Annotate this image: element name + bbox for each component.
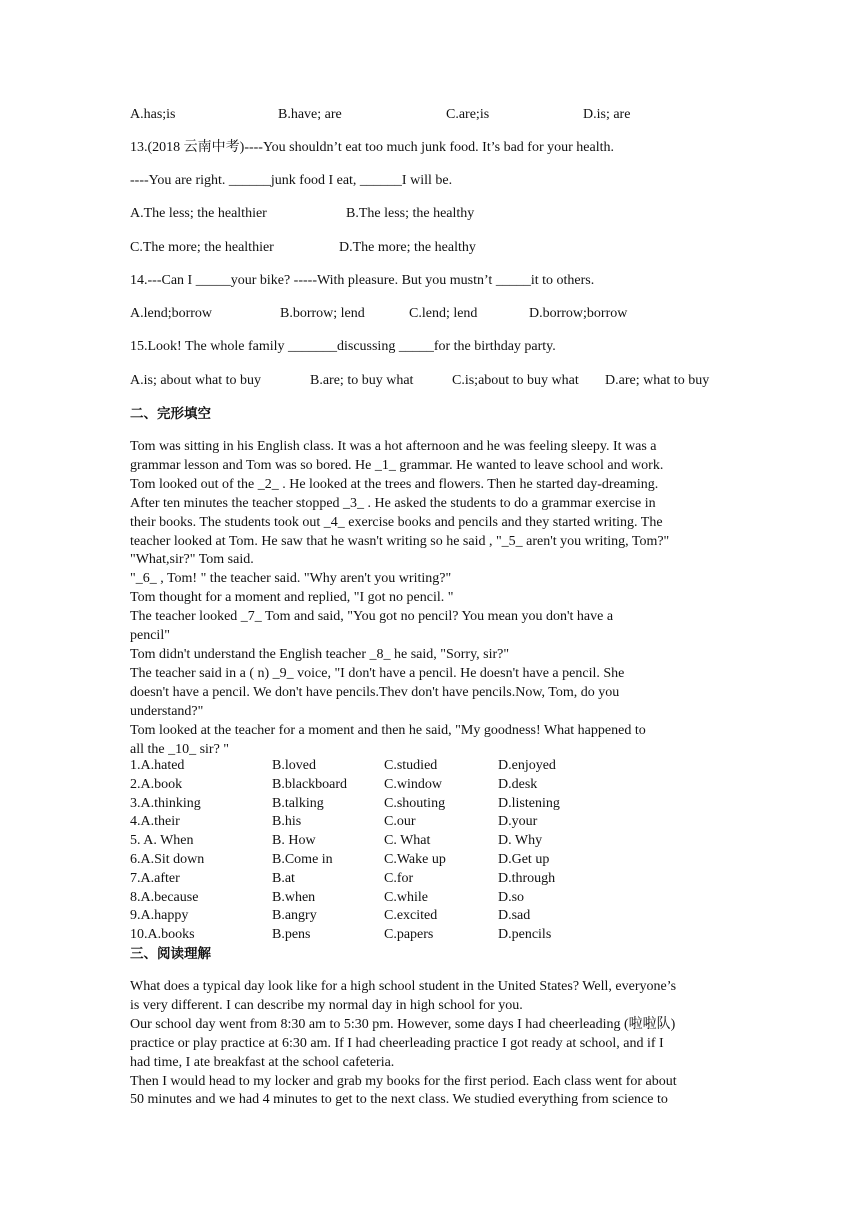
q13-stem: 13.(2018 云南中考)----You shouldn’t eat too much junk food. It’s bad for your health. bbox=[130, 140, 614, 155]
cloze-option: B.at bbox=[272, 870, 295, 886]
q12-option-b: B.have; are bbox=[278, 107, 342, 122]
cloze-option: C.for bbox=[384, 870, 414, 886]
cloze-option: B.loved bbox=[272, 758, 316, 773]
cloze-option: C.Wake up bbox=[384, 852, 446, 867]
cloze-option: B. How bbox=[272, 833, 316, 849]
cloze-option: 6.A.Sit down bbox=[130, 852, 205, 867]
cloze-option: B.pens bbox=[272, 927, 311, 943]
reading-line: had time, I ate breakfast at the school cafeteria. bbox=[130, 1054, 395, 1070]
cloze-option: C.excited bbox=[384, 908, 438, 924]
q13-option-a: A.The less; the healthier bbox=[130, 206, 267, 221]
q14-option-b: B.borrow; lend bbox=[280, 306, 365, 321]
q15-option-a: A.is; about what to buy bbox=[130, 373, 262, 388]
cloze-option: C.studied bbox=[384, 758, 438, 773]
cloze-option: 2.A.book bbox=[130, 776, 183, 792]
section2-heading: 二、完形填空 bbox=[130, 406, 211, 422]
cloze-option: C. What bbox=[384, 833, 431, 849]
cloze-option: 1.A.hated bbox=[130, 758, 185, 773]
cloze-option: D.listening bbox=[498, 795, 560, 811]
reading-line: What does a typical day look like for a high school student in the United States? Well, everyone’s bbox=[130, 979, 677, 994]
q12-option-d: D.is; are bbox=[583, 107, 631, 122]
cloze-passage bbox=[130, 438, 730, 759]
cloze-option: B.his bbox=[272, 814, 302, 830]
q13-option-b: B.The less; the healthy bbox=[346, 206, 475, 221]
cloze-option: 10.A.books bbox=[130, 927, 195, 943]
cloze-line: grammar lesson and Tom was so bored. He _1_ grammar. He wanted to leave school and work. bbox=[130, 457, 664, 473]
cloze-option: D.pencils bbox=[498, 927, 552, 943]
cloze-option: D.sad bbox=[498, 908, 531, 924]
cloze-line: Tom was sitting in his English class. It was a hot afternoon and he was feeling sleepy. It was a bbox=[130, 439, 657, 454]
q15-stem: 15.Look! The whole family _______discussing _____for the birthday party. bbox=[130, 339, 556, 354]
reading-line: is very different. I can describe my normal day in high school for you. bbox=[130, 997, 523, 1013]
cloze-option: 3.A.thinking bbox=[130, 795, 201, 811]
cloze-line: Tom looked at the teacher for a moment and then he said, "My goodness! What happened to bbox=[130, 722, 646, 738]
cloze-option: 9.A.happy bbox=[130, 908, 189, 924]
cloze-line: understand?" bbox=[130, 703, 204, 719]
cloze-option: C.window bbox=[384, 776, 442, 792]
cloze-option: B.angry bbox=[272, 908, 317, 924]
q14-option-c: C.lend; lend bbox=[409, 306, 478, 321]
cloze-option: C.our bbox=[384, 814, 416, 830]
cloze-line: The teacher said in a ( n) _9_ voice, "I don't have a pencil. He doesn't have a pencil. She bbox=[130, 665, 625, 681]
q12-option-c: C.are;is bbox=[446, 107, 490, 122]
cloze-line: their books. The students took out _4_ exercise books and pencils and they started writing. The bbox=[130, 514, 663, 530]
q15-option-b: B.are; to buy what bbox=[310, 373, 414, 388]
cloze-option: D.Get up bbox=[498, 852, 550, 867]
reading-line: Then I would head to my locker and grab my books for the first period. Each class went for about bbox=[130, 1073, 677, 1089]
cloze-option: D.desk bbox=[498, 776, 538, 792]
q14-option-a: A.lend;borrow bbox=[130, 306, 213, 321]
reading-line: 50 minutes and we had 4 minutes to get to the next class. We studied everything from science to bbox=[130, 1092, 668, 1108]
reading-line: practice or play practice at 6:30 am. If I had cheerleading practice I got ready at school, and if I bbox=[130, 1035, 664, 1051]
cloze-option: C.papers bbox=[384, 927, 434, 943]
cloze-option: C.while bbox=[384, 889, 428, 905]
q12-option-a: A.has;is bbox=[130, 107, 176, 122]
cloze-line: "What,sir?" Tom said. bbox=[130, 552, 254, 568]
cloze-line: doesn't have a pencil. We don't have pencils.Thev don't have pencils.Now, Tom, do you bbox=[130, 684, 620, 700]
q15-option-c: C.is;about to buy what bbox=[452, 373, 579, 388]
q13-option-c: C.The more; the healthier bbox=[130, 240, 274, 255]
cloze-option: 8.A.because bbox=[130, 889, 199, 905]
q14-option-d: D.borrow;borrow bbox=[529, 306, 628, 321]
q13-reply: ----You are right. ______junk food I eat, ______I will be. bbox=[130, 173, 453, 188]
cloze-option: 7.A.after bbox=[130, 870, 180, 886]
section3-heading: 三、阅读理解 bbox=[130, 946, 211, 962]
cloze-line: all the _10_ sir? " bbox=[130, 741, 230, 757]
cloze-option: D.enjoyed bbox=[498, 758, 556, 773]
cloze-option: B.blackboard bbox=[272, 776, 348, 792]
cloze-option: 5. A. When bbox=[130, 833, 194, 849]
reading-passage bbox=[130, 978, 730, 1110]
cloze-line: After ten minutes the teacher stopped _3_ . He asked the students to do a grammar exercise in bbox=[130, 495, 656, 511]
cloze-line: pencil" bbox=[130, 628, 170, 644]
q15-option-d: D.are; what to buy bbox=[605, 373, 710, 388]
cloze-option: 4.A.their bbox=[130, 814, 180, 830]
cloze-line: teacher looked at Tom. He saw that he wasn't writing so he said , "_5_ aren't you writing, Tom?" bbox=[130, 533, 670, 549]
cloze-line: Tom thought for a moment and replied, "I got no pencil. " bbox=[130, 590, 454, 606]
cloze-option: B.when bbox=[272, 889, 316, 905]
q14-stem: 14.---Can I _____your bike? -----With pleasure. But you mustn’t _____it to others. bbox=[130, 273, 595, 288]
reading-line: Our school day went from 8:30 am to 5:30 pm. However, some days I had cheerleading (啦啦队) bbox=[130, 1016, 676, 1032]
cloze-line: Tom didn't understand the English teacher _8_ he said, "Sorry, sir?" bbox=[130, 646, 510, 662]
cloze-option: C.shouting bbox=[384, 795, 446, 811]
cloze-option: D. Why bbox=[498, 833, 543, 849]
cloze-line: The teacher looked _7_ Tom and said, "You got no pencil? You mean you don't have a bbox=[130, 609, 614, 625]
cloze-option: B.talking bbox=[272, 795, 324, 811]
cloze-option: D.so bbox=[498, 889, 525, 905]
q13-option-d: D.The more; the healthy bbox=[339, 240, 476, 255]
cloze-option: D.through bbox=[498, 870, 556, 886]
cloze-line: "_6_ , Tom! " the teacher said. "Why aren't you writing?" bbox=[130, 571, 452, 587]
cloze-option: D.your bbox=[498, 814, 538, 830]
cloze-option: B.Come in bbox=[272, 852, 333, 867]
cloze-line: Tom looked out of the _2_ . He looked at the trees and flowers. Then he started day-dreaming. bbox=[130, 476, 659, 492]
